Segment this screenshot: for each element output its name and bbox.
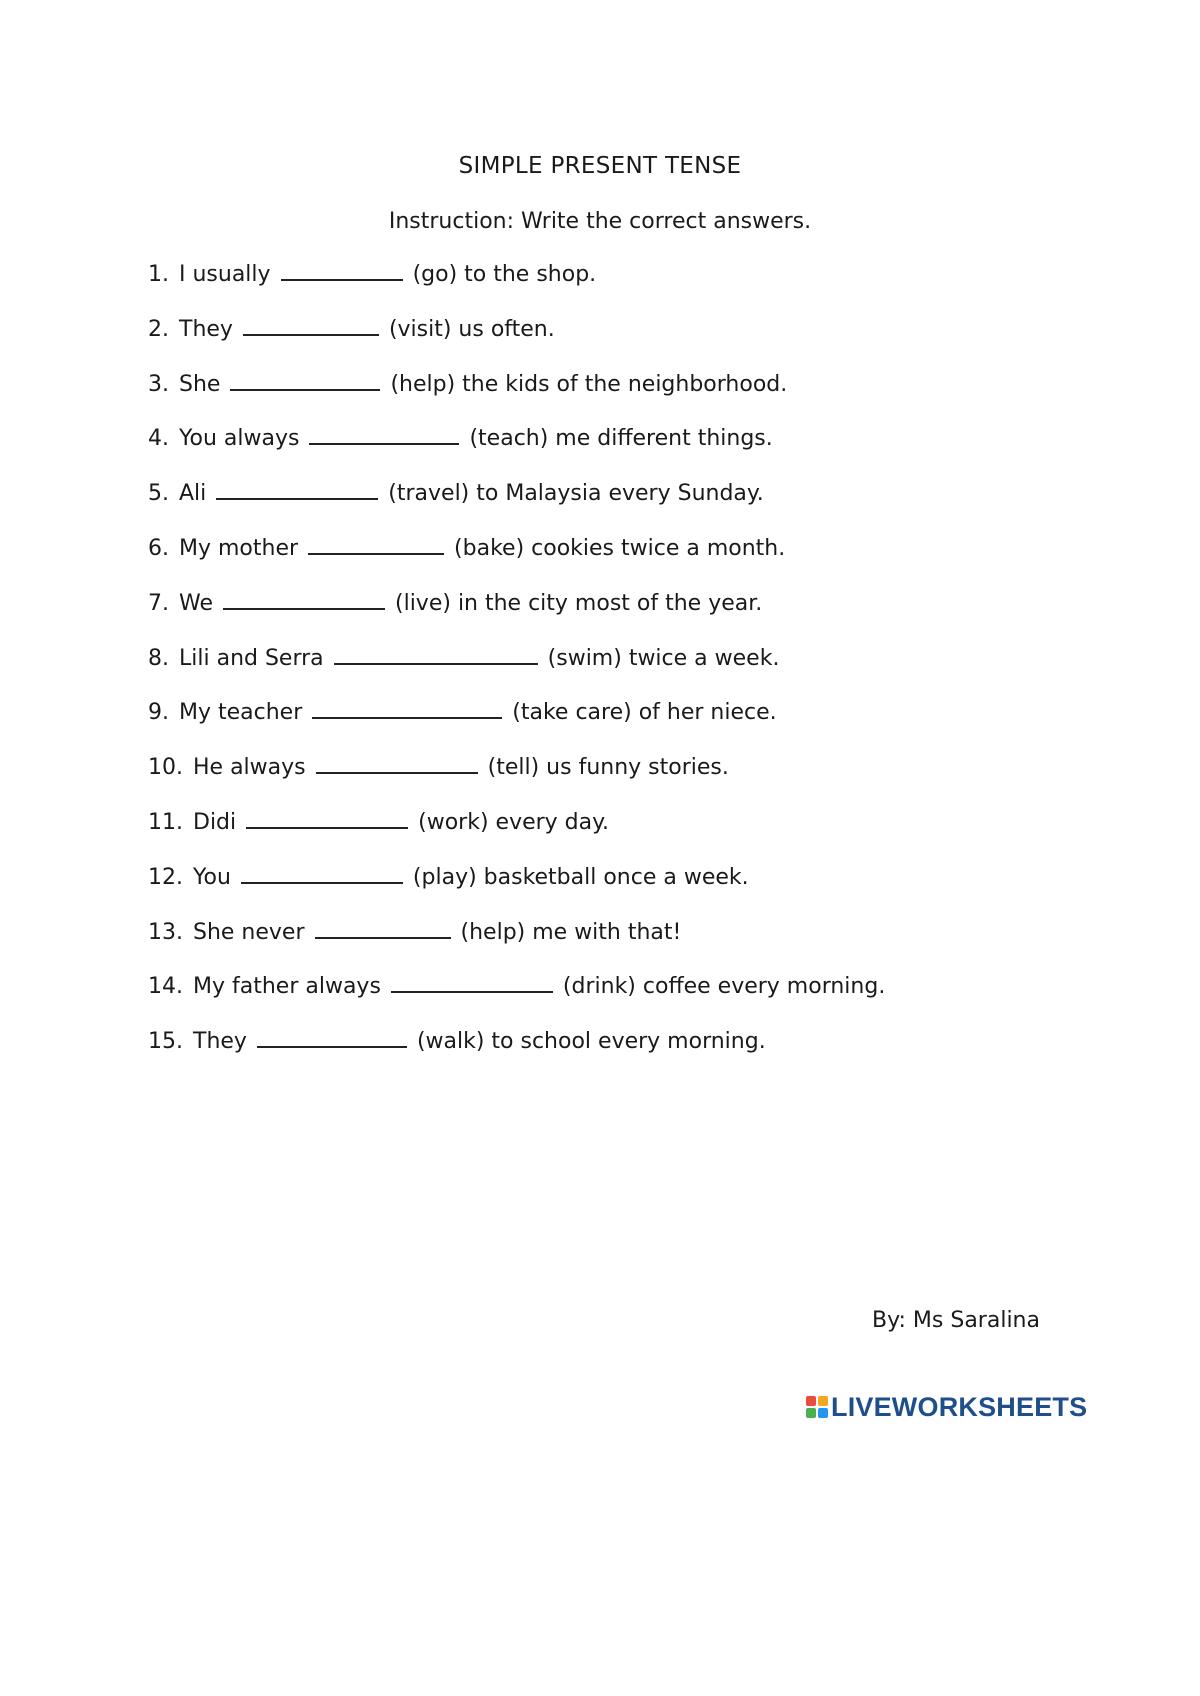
question-verb-hint: (take care) of her niece. xyxy=(512,700,777,726)
question-number: 14. xyxy=(148,974,183,1000)
answer-blank[interactable] xyxy=(316,771,478,774)
question-item xyxy=(148,262,1048,317)
question-verb-hint: (work) every day. xyxy=(418,809,610,835)
question-verb-hint: (bake) cookies twice a month. xyxy=(454,535,786,561)
question-number: 11. xyxy=(148,809,183,835)
answer-blank[interactable] xyxy=(315,936,451,939)
question-prompt: She never xyxy=(193,919,305,945)
logo-text: LIVEWORKSHEETS xyxy=(831,1391,1088,1422)
author-credit: By: Ms Saralina xyxy=(872,1308,1040,1333)
question-verb-hint: (go) to the shop. xyxy=(412,262,597,287)
answer-blank[interactable] xyxy=(308,552,444,555)
question-prompt: My teacher xyxy=(179,700,303,726)
question-verb-hint: (help) me with that! xyxy=(460,919,682,945)
question-verb-hint: (travel) to Malaysia every Sunday. xyxy=(388,481,764,507)
question-prompt: You always xyxy=(179,426,300,452)
instruction-text: Instruction: Write the correct answers. xyxy=(388,209,812,234)
question-number: 4. xyxy=(148,426,169,452)
question-number: 10. xyxy=(148,755,183,781)
question-verb-hint: (swim) twice a week. xyxy=(547,645,780,671)
answer-blank[interactable] xyxy=(246,826,408,829)
question-number: 5. xyxy=(148,481,169,507)
answer-blank[interactable] xyxy=(241,881,403,884)
answer-blank[interactable] xyxy=(309,442,459,445)
question-verb-hint: (play) basketball once a week. xyxy=(412,864,749,890)
question-number: 13. xyxy=(148,919,183,945)
logo-square-1 xyxy=(806,1396,816,1406)
question-verb-hint: (teach) me different things. xyxy=(469,426,773,452)
question-item xyxy=(148,317,1048,372)
question-verb-hint: (visit) us often. xyxy=(388,316,555,342)
answer-blank[interactable] xyxy=(230,388,380,391)
logo-square-3 xyxy=(806,1408,816,1418)
answer-blank[interactable] xyxy=(312,716,502,719)
question-number: 1. xyxy=(148,262,169,287)
question-number: 7. xyxy=(148,590,169,616)
question-prompt: My father always xyxy=(193,974,381,1000)
logo-square-2 xyxy=(818,1396,828,1406)
question-item xyxy=(148,865,1048,920)
answer-blank[interactable] xyxy=(243,333,379,336)
answer-blank[interactable] xyxy=(223,607,385,610)
answer-blank[interactable] xyxy=(391,990,553,993)
answer-blank[interactable] xyxy=(334,662,538,665)
logo-mark-icon xyxy=(806,1396,828,1418)
question-list xyxy=(148,262,1048,1084)
question-number: 12. xyxy=(148,864,183,890)
question-number: 9. xyxy=(148,700,169,726)
question-item xyxy=(148,646,1048,701)
question-prompt: Ali xyxy=(179,481,207,507)
question-prompt: She xyxy=(179,371,221,397)
question-item xyxy=(148,700,1048,755)
question-prompt: Lili and Serra xyxy=(179,645,324,671)
question-item xyxy=(148,591,1048,646)
question-prompt: Didi xyxy=(193,809,237,835)
question-prompt: You xyxy=(193,864,231,890)
question-item xyxy=(148,536,1048,591)
question-item xyxy=(148,920,1048,975)
question-item xyxy=(148,426,1048,481)
answer-blank[interactable] xyxy=(257,1045,407,1048)
question-prompt: I usually xyxy=(179,262,271,287)
question-number: 15. xyxy=(148,1029,183,1055)
question-verb-hint: (walk) to school every morning. xyxy=(416,1029,766,1055)
question-prompt: They xyxy=(193,1029,247,1055)
question-item xyxy=(148,1029,1048,1084)
question-item xyxy=(148,974,1048,1029)
answer-blank[interactable] xyxy=(216,497,378,500)
liveworksheets-logo xyxy=(806,1392,1087,1422)
question-item xyxy=(148,372,1048,427)
question-number: 2. xyxy=(148,316,169,342)
question-verb-hint: (tell) us funny stories. xyxy=(487,755,729,781)
question-verb-hint: (help) the kids of the neighborhood. xyxy=(390,371,788,397)
question-item xyxy=(148,810,1048,865)
question-prompt: My mother xyxy=(179,535,299,561)
logo-square-4 xyxy=(818,1408,828,1418)
answer-blank[interactable] xyxy=(281,278,403,281)
question-item xyxy=(148,481,1048,536)
question-prompt: They xyxy=(179,316,233,342)
question-prompt: He always xyxy=(193,755,306,781)
question-verb-hint: (live) in the city most of the year. xyxy=(395,590,763,616)
question-prompt: We xyxy=(179,590,213,616)
question-number: 3. xyxy=(148,371,169,397)
question-number: 8. xyxy=(148,645,169,671)
worksheet-title: SIMPLE PRESENT TENSE xyxy=(458,153,742,179)
question-verb-hint: (drink) coffee every morning. xyxy=(562,974,886,1000)
question-item xyxy=(148,755,1048,810)
question-number: 6. xyxy=(148,535,169,561)
